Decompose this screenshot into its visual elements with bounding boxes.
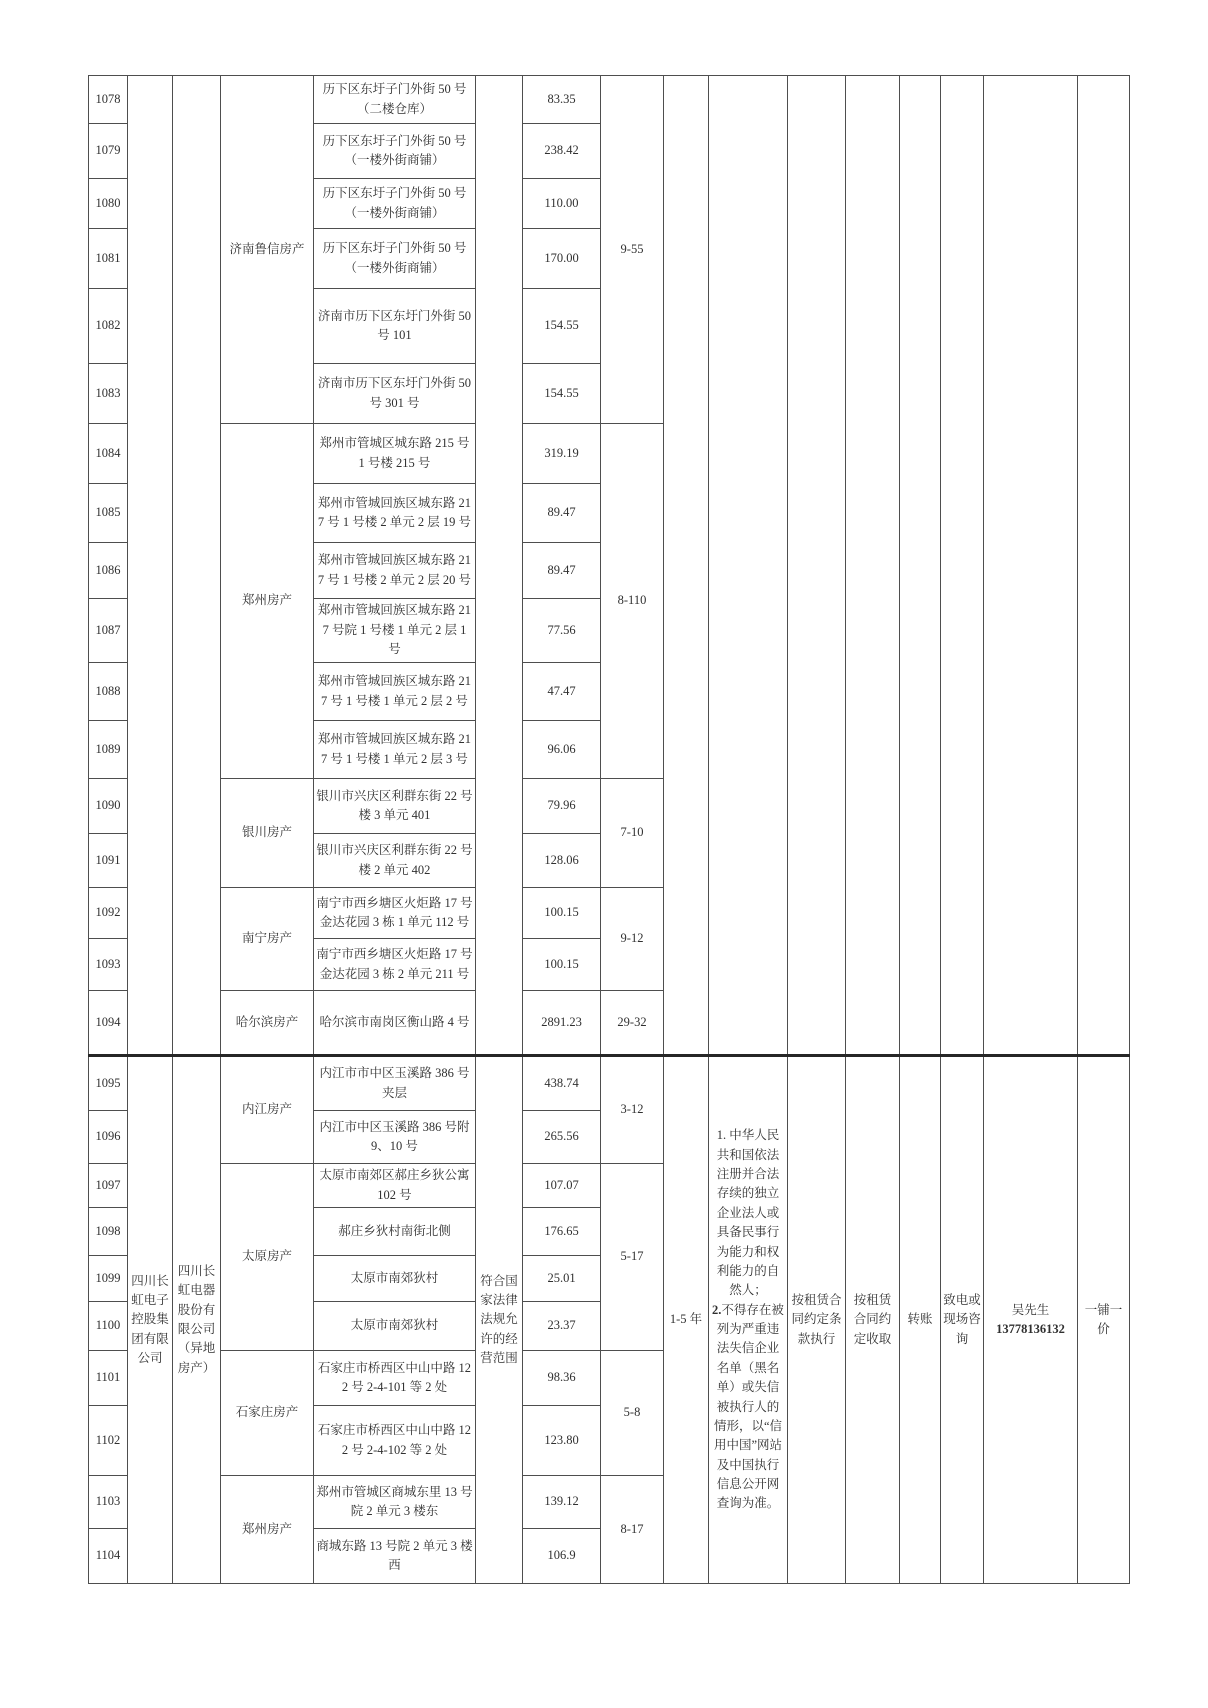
contact-name: 吴先生 — [1011, 1302, 1050, 1317]
address-cell: 石家庄市桥西区中山中路 122 号 2-4-101 等 2 处 — [314, 1351, 476, 1406]
table-row — [89, 1056, 1130, 1111]
company1-cell-empty — [128, 76, 173, 1056]
area-cell: 100.15 — [523, 888, 601, 939]
group-cell: 郑州房产 — [221, 424, 314, 779]
range-cell: 3-12 — [601, 1056, 664, 1164]
seq-cell: 1098 — [89, 1208, 128, 1256]
area-cell: 139.12 — [523, 1476, 601, 1529]
area-cell: 89.47 — [523, 484, 601, 543]
group-cell: 郑州房产 — [221, 1476, 314, 1584]
term-cell: 1-5 年 — [664, 1056, 709, 1584]
company2-cell-empty — [173, 76, 221, 1056]
address-cell: 济南市历下区东圩门外街 50 号 101 — [314, 289, 476, 364]
area-cell: 106.9 — [523, 1529, 601, 1584]
table-row — [89, 76, 1130, 124]
collect-cell-empty — [846, 76, 900, 1056]
address-cell: 银川市兴庆区利群东街 22 号楼 3 单元 401 — [314, 779, 476, 834]
area-cell: 77.56 — [523, 599, 601, 663]
seq-cell: 1099 — [89, 1256, 128, 1302]
seq-cell: 1100 — [89, 1302, 128, 1351]
company2-cell: 四川长虹电器股份有限公司（异地房产） — [173, 1056, 221, 1584]
address-cell: 商城东路 13 号院 2 单元 3 楼西 — [314, 1529, 476, 1584]
area-cell: 319.19 — [523, 424, 601, 484]
contact-cell — [984, 1056, 1078, 1584]
area-cell: 107.07 — [523, 1164, 601, 1208]
seq-cell: 1091 — [89, 834, 128, 888]
group-cell: 哈尔滨房产 — [221, 991, 314, 1056]
address-cell: 南宁市西乡塘区火炬路 17 号金达花园 3 栋 1 单元 112 号 — [314, 888, 476, 939]
range-cell: 5-17 — [601, 1164, 664, 1351]
seq-cell: 1096 — [89, 1111, 128, 1164]
seq-cell: 1089 — [89, 721, 128, 779]
area-cell: 2891.23 — [523, 991, 601, 1056]
term-cell-empty — [664, 76, 709, 1056]
price-cell: 一铺一价 — [1078, 1056, 1130, 1584]
seq-cell: 1101 — [89, 1351, 128, 1406]
seq-cell: 1093 — [89, 939, 128, 991]
area-cell: 238.42 — [523, 124, 601, 179]
seq-cell: 1086 — [89, 543, 128, 599]
contact-phone: 13778136132 — [996, 1322, 1065, 1336]
seq-cell: 1080 — [89, 179, 128, 229]
address-cell: 历下区东圩子门外街 50 号（一楼外街商铺） — [314, 179, 476, 229]
address-cell: 济南市历下区东圩门外街 50 号 301 号 — [314, 364, 476, 424]
range-cell: 29-32 — [601, 991, 664, 1056]
seq-cell: 1088 — [89, 663, 128, 721]
address-cell: 历下区东圩子门外街 50 号（一楼外街商铺） — [314, 124, 476, 179]
group-cell: 内江房产 — [221, 1056, 314, 1164]
area-cell: 100.15 — [523, 939, 601, 991]
area-cell: 128.06 — [523, 834, 601, 888]
group-cell: 石家庄房产 — [221, 1351, 314, 1476]
seq-cell: 1103 — [89, 1476, 128, 1529]
consult-cell: 致电或现场咨询 — [941, 1056, 984, 1584]
seq-cell: 1102 — [89, 1406, 128, 1476]
range-cell: 5-8 — [601, 1351, 664, 1476]
address-cell: 郑州市管城回族区城东路 217 号 1 号楼 2 单元 2 层 19 号 — [314, 484, 476, 543]
area-cell: 83.35 — [523, 76, 601, 124]
scope-cell-empty — [476, 76, 523, 1056]
qualification-item-2-text: 不得存在被列为严重违法失信企业名单（黑名单）或失信被执行人的情形，以“信用中国”网站及中国执行信息公开网查询为准。 — [713, 1302, 784, 1511]
area-cell: 438.74 — [523, 1056, 601, 1111]
address-cell: 石家庄市桥西区中山中路 122 号 2-4-102 等 2 处 — [314, 1406, 476, 1476]
qualification-item-2-number: 2. — [712, 1302, 722, 1317]
address-cell: 南宁市西乡塘区火炬路 17 号金达花园 3 栋 2 单元 211 号 — [314, 939, 476, 991]
qualification-item-1: 1. 中华人民共和国依法注册并合法存续的独立企业法人或具备民事行为能力和权利能力的自然人； — [716, 1128, 780, 1298]
address-cell: 太原市南郊区郝庄乡狄公寓 102 号 — [314, 1164, 476, 1208]
collect-cell: 按租赁合同约定收取 — [846, 1056, 900, 1584]
address-cell: 郑州市管城回族区城东路 217 号 1 号楼 2 单元 2 层 20 号 — [314, 543, 476, 599]
clause-cell: 按租赁合同约定条款执行 — [788, 1056, 846, 1584]
address-cell: 哈尔滨市南岗区衡山路 4 号 — [314, 991, 476, 1056]
area-cell: 96.06 — [523, 721, 601, 779]
seq-cell: 1082 — [89, 289, 128, 364]
address-cell: 银川市兴庆区利群东街 22 号楼 2 单元 402 — [314, 834, 476, 888]
company1-cell: 四川长虹电子控股集团有限公司 — [128, 1056, 173, 1584]
payment-cell: 转账 — [900, 1056, 941, 1584]
contact-cell-empty — [984, 76, 1078, 1056]
seq-cell: 1083 — [89, 364, 128, 424]
group-cell: 银川房产 — [221, 779, 314, 888]
group-cell: 南宁房产 — [221, 888, 314, 991]
area-cell: 176.65 — [523, 1208, 601, 1256]
range-cell: 9-55 — [601, 76, 664, 424]
payment-cell-empty — [900, 76, 941, 1056]
area-cell: 98.36 — [523, 1351, 601, 1406]
area-cell: 110.00 — [523, 179, 601, 229]
address-cell: 郑州市管城区城东路 215 号 1 号楼 215 号 — [314, 424, 476, 484]
area-cell: 25.01 — [523, 1256, 601, 1302]
area-cell: 89.47 — [523, 543, 601, 599]
group-cell: 济南鲁信房产 — [221, 76, 314, 424]
address-cell: 郑州市管城回族区城东路 217 号 1 号楼 1 单元 2 层 3 号 — [314, 721, 476, 779]
consult-cell-empty — [941, 76, 984, 1056]
seq-cell: 1084 — [89, 424, 128, 484]
area-cell: 79.96 — [523, 779, 601, 834]
address-cell: 郑州市管城回族区城东路 217 号 1 号楼 1 单元 2 层 2 号 — [314, 663, 476, 721]
seq-cell: 1095 — [89, 1056, 128, 1111]
group-cell: 太原房产 — [221, 1164, 314, 1351]
address-cell: 历下区东圩子门外街 50 号（一楼外街商铺） — [314, 229, 476, 289]
seq-cell: 1090 — [89, 779, 128, 834]
seq-cell: 1092 — [89, 888, 128, 939]
area-cell: 265.56 — [523, 1111, 601, 1164]
qualification-item-2 — [711, 1301, 785, 1514]
area-cell: 170.00 — [523, 229, 601, 289]
seq-cell: 1079 — [89, 124, 128, 179]
seq-cell: 1078 — [89, 76, 128, 124]
seq-cell: 1104 — [89, 1529, 128, 1584]
seq-cell: 1081 — [89, 229, 128, 289]
range-cell: 8-17 — [601, 1476, 664, 1584]
scope-cell: 符合国家法律法规允许的经营范围 — [476, 1056, 523, 1584]
seq-cell: 1087 — [89, 599, 128, 663]
area-cell: 23.37 — [523, 1302, 601, 1351]
address-cell: 历下区东圩子门外街 50 号（二楼仓库） — [314, 76, 476, 124]
range-cell: 9-12 — [601, 888, 664, 991]
address-cell: 内江市市中区玉溪路 386 号夹层 — [314, 1056, 476, 1111]
address-cell: 太原市南郊狄村 — [314, 1256, 476, 1302]
address-cell: 郑州市管城区商城东里 13 号院 2 单元 3 楼东 — [314, 1476, 476, 1529]
seq-cell: 1085 — [89, 484, 128, 543]
clause-cell-empty — [788, 76, 846, 1056]
qualification-cell-empty — [709, 76, 788, 1056]
qualification-cell — [709, 1056, 788, 1584]
property-rental-table — [88, 75, 1130, 1584]
range-cell: 8-110 — [601, 424, 664, 779]
address-cell: 太原市南郊狄村 — [314, 1302, 476, 1351]
address-cell: 内江市中区玉溪路 386 号附 9、10 号 — [314, 1111, 476, 1164]
address-cell: 郝庄乡狄村南街北侧 — [314, 1208, 476, 1256]
address-cell: 郑州市管城回族区城东路 217 号院 1 号楼 1 单元 2 层 1 号 — [314, 599, 476, 663]
range-cell: 7-10 — [601, 779, 664, 888]
area-cell: 123.80 — [523, 1406, 601, 1476]
area-cell: 154.55 — [523, 364, 601, 424]
area-cell: 154.55 — [523, 289, 601, 364]
seq-cell: 1094 — [89, 991, 128, 1056]
area-cell: 47.47 — [523, 663, 601, 721]
seq-cell: 1097 — [89, 1164, 128, 1208]
price-cell-empty — [1078, 76, 1130, 1056]
